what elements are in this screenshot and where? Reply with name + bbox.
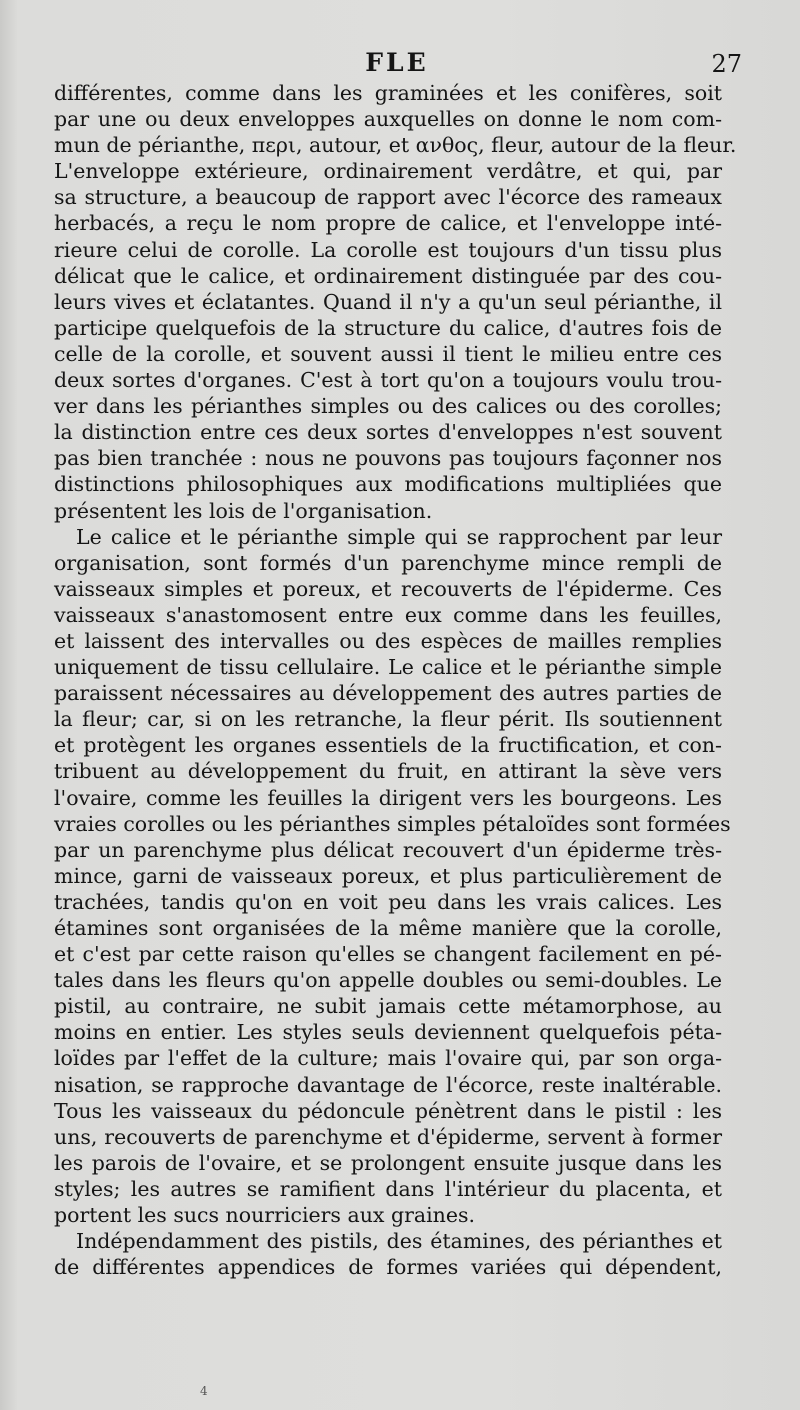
footer-mark: 4 [200,1384,208,1398]
page-number: 27 [711,50,742,78]
text-line: vaisseaux s'anastomosent entre eux comme dans les feuilles, [54,602,722,627]
page-header [52,48,742,82]
text-line: deux sortes d'organes. C'est à tort qu'on a toujours voulu trou- [54,368,722,393]
text-line: par un parenchyme plus délicat recouvert d'un épiderme très- [54,837,722,862]
body-text [54,80,737,1280]
text-line: les parois de l'ovaire, et se prolongent ensuite jusque dans les [54,1150,722,1175]
text-line: organisation, sont formés d'un parenchyme mince rempli de [54,550,722,575]
text-line: pistil, au contraire, ne subit jamais cette métamorphose, au [54,994,722,1019]
text-line: moins en entier. Les styles seuls deviennent quelquefois péta- [54,1020,722,1045]
text-line: pas bien tranchée : nous ne pouvons pas toujours façonner nos [54,446,722,471]
text-line: uns, recouverts de parenchyme et d'épiderme, servent à former [54,1124,722,1149]
text-line: loïdes par l'effet de la culture; mais l'ovaire qui, par son orga- [54,1046,722,1071]
text-line: herbacés, a reçu le nom propre de calice, et l'enveloppe inté- [54,211,722,236]
text-line: Le calice et le périanthe simple qui se rapprochent par leur [76,524,722,549]
text-line: et laissent des intervalles ou des espèces de mailles remplies [54,628,722,653]
text-line: et protègent les organes essentiels de la fructification, et con- [54,733,722,758]
text-line: par une ou deux enveloppes auxquelles on donne le nom com- [54,107,722,132]
text-line: présentent les lois de l'organisation. [54,498,433,523]
text-line: la distinction entre ces deux sortes d'enveloppes n'est souvent [54,420,722,445]
text-line: tales dans les fleurs qu'on appelle doubles ou semi-doubles. Le [54,968,722,993]
text-line: participe quelquefois de la structure du calice, d'autres fois de [54,315,722,340]
text-line: et c'est par cette raison qu'elles se changent facilement en pé- [54,942,722,967]
text-line: paraissent nécessaires au développement des autres parties de [54,681,722,706]
running-head: FLE [365,48,429,77]
text-line: l'ovaire, comme les feuilles la dirigent vers les bourgeons. Les [54,785,722,810]
text-line: la fleur; car, si on les retranche, la fleur périt. Ils soutiennent [54,707,722,732]
text-line: celle de la corolle, et souvent aussi il tient le milieu entre ces [54,341,722,366]
text-line: vraies corolles ou les périanthes simples pétaloïdes sont formées [54,811,731,836]
text-line: leurs vives et éclatantes. Quand il n'y a qu'un seul périanthe, il [54,289,722,314]
text-line: uniquement de tissu cellulaire. Le calice et le périanthe simple [54,655,722,680]
text-line: étamines sont organisées de la même manière que la corolle, [54,916,722,940]
text-line: Tous les vaisseaux du pédoncule pénètrent dans le pistil : les [54,1098,722,1123]
text-line: mince, garni de vaisseaux poreux, et plus particulièrement de [54,863,722,888]
text-line: nisation, se rapproche davantage de l'écorce, reste inaltérable. [54,1072,722,1097]
text-line: différentes, comme dans les graminées et les conifères, soit [54,81,722,105]
text-line: trachées, tandis qu'on en voit peu dans les vrais calices. Les [54,889,722,914]
text-line: distinctions philosophiques aux modifications multipliées que [54,472,722,497]
text-line: rieure celui de corolle. La corolle est toujours d'un tissu plus [54,237,722,262]
text-line: de différentes appendices de formes variées qui dépendent, [54,1255,722,1280]
text-line: tribuent au développement du fruit, en attirant la sève vers [54,759,722,784]
text-line: Indépendamment des pistils, des étamines, des périanthes et [76,1229,722,1254]
text-line: mun de périanthe, περι, autour, et ανθος, fleur, autour de la fleur. [54,133,737,158]
text-line: délicat que le calice, et ordinairement distinguée par des cou- [54,263,722,288]
text-line: L'enveloppe extérieure, ordinairement verdâtre, et qui, par [54,159,722,184]
text-line: vaisseaux simples et poreux, et recouverts de l'épiderme. Ces [54,576,722,601]
text-line: ver dans les périanthes simples ou des calices ou des corolles; [54,394,722,419]
text-line: sa structure, a beaucoup de rapport avec l'écorce des rameaux [54,185,722,210]
text-line: styles; les autres se ramifient dans l'intérieur du placenta, et [54,1176,722,1201]
text-line: portent les sucs nourriciers aux graines. [54,1203,476,1228]
